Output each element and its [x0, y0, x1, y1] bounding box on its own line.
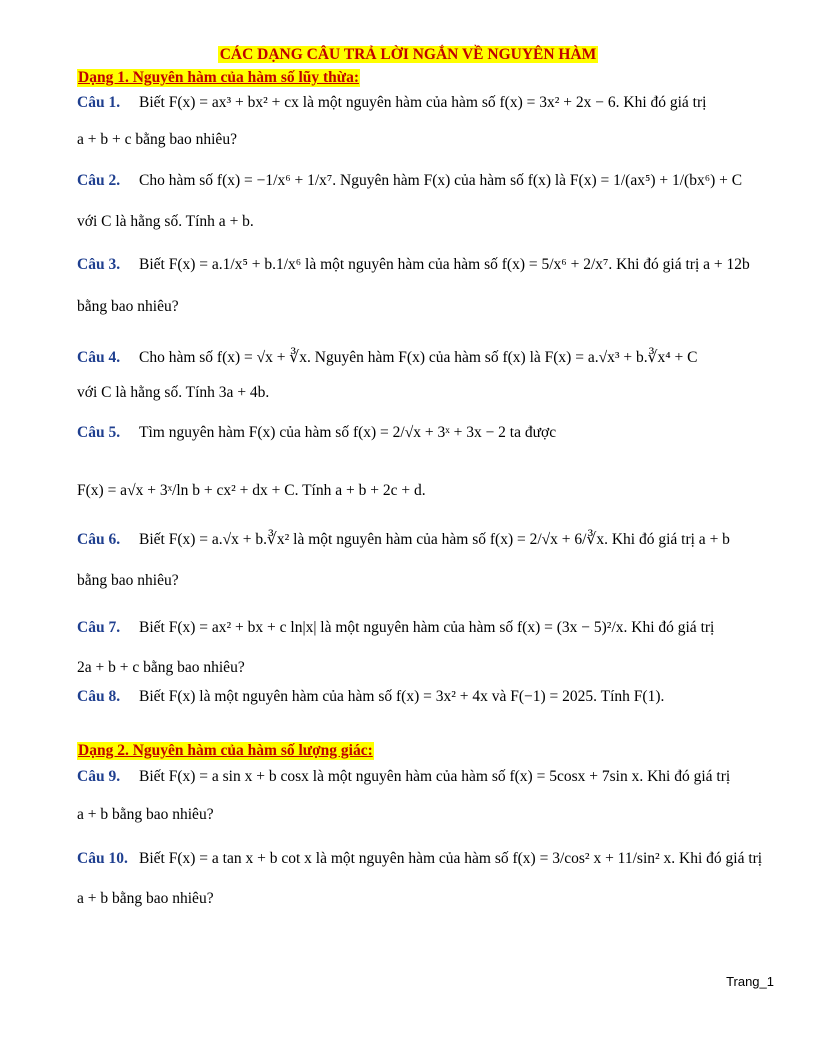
- question-text: Cho hàm số f(x) = √x + ∛x. Nguyên hàm F(x) của hàm số f(x) là F(x) = a.√x³ + b.∛x⁴ + C: [139, 349, 698, 366]
- question-9-continuation: a + b bằng bao nhiêu?: [77, 806, 214, 823]
- question-9: [77, 768, 777, 786]
- document-title-text: CÁC DẠNG CÂU TRẢ LỜI NGẮN VỀ NGUYÊN HÀM: [219, 46, 597, 63]
- question-label: Câu 1.: [77, 94, 121, 111]
- question-label: Câu 4.: [77, 349, 121, 366]
- question-label: Câu 3.: [77, 256, 121, 273]
- page-footer: Trang_1: [726, 974, 774, 989]
- document-title: [0, 46, 816, 64]
- question-1-continuation: a + b + c bằng bao nhiêu?: [77, 131, 237, 148]
- question-10-continuation: a + b bằng bao nhiêu?: [77, 890, 214, 907]
- question-label: Câu 9.: [77, 768, 121, 785]
- question-label: Câu 8.: [77, 688, 121, 705]
- question-text: Biết F(x) = ax³ + bx² + cx là một nguyên hàm của hàm số f(x) = 3x² + 2x − 6. Khi đó giá trị: [139, 94, 707, 111]
- section-heading-2: Dạng 2. Nguyên hàm của hàm số lượng giác:: [78, 742, 373, 759]
- question-text: Biết F(x) = ax² + bx + c ln|x| là một nguyên hàm của hàm số f(x) = (3x − 5)²/x. Khi đó giá trị: [139, 619, 715, 636]
- question-2-continuation: với C là hằng số. Tính a + b.: [77, 213, 254, 230]
- question-5: [77, 424, 777, 442]
- question-8: [77, 688, 777, 706]
- question-label: Câu 2.: [77, 172, 121, 189]
- question-label: Câu 5.: [77, 424, 121, 441]
- question-4-continuation: với C là hằng số. Tính 3a + 4b.: [77, 384, 270, 401]
- question-label: Câu 10.: [77, 850, 128, 867]
- question-label: Câu 7.: [77, 619, 121, 636]
- question-1: [77, 94, 777, 112]
- question-2: [77, 172, 777, 190]
- question-text: Tìm nguyên hàm F(x) của hàm số f(x) = 2/√x + 3ˣ + 3x − 2 ta được: [139, 424, 557, 441]
- question-text: Biết F(x) = a.√x + b.∛x² là một nguyên hàm của hàm số f(x) = 2/√x + 6/∛x. Khi đó giá trị a + b: [139, 531, 730, 548]
- question-7: [77, 619, 777, 637]
- section-heading-1: Dạng 1. Nguyên hàm của hàm số lũy thừa:: [78, 69, 360, 86]
- question-4: [77, 348, 777, 367]
- question-5-continuation: F(x) = a√x + 3ˣ/ln b + cx² + dx + C. Tính a + b + 2c + d.: [77, 482, 426, 499]
- question-text: Biết F(x) = a.1/x⁵ + b.1/x⁶ là một nguyên hàm của hàm số f(x) = 5/x⁶ + 2/x⁷. Khi đó giá trị a + 12b: [139, 256, 750, 273]
- question-text: Biết F(x) = a tan x + b cot x là một nguyên hàm của hàm số f(x) = 3/cos² x + 11/sin² x. Khi đó giá trị: [139, 850, 763, 867]
- question-10: [77, 850, 777, 868]
- question-text: Biết F(x) là một nguyên hàm của hàm số f(x) = 3x² + 4x và F(−1) = 2025. Tính F(1).: [139, 688, 665, 705]
- question-3-continuation: bằng bao nhiêu?: [77, 298, 179, 315]
- question-7-continuation: 2a + b + c bằng bao nhiêu?: [77, 659, 245, 676]
- question-label: Câu 6.: [77, 531, 121, 548]
- question-3: [77, 256, 777, 274]
- question-6-continuation: bằng bao nhiêu?: [77, 572, 179, 589]
- question-text: Cho hàm số f(x) = −1/x⁶ + 1/x⁷. Nguyên hàm F(x) của hàm số f(x) là F(x) = 1/(ax⁵) + 1/(bx⁶) + C: [139, 172, 743, 189]
- question-text: Biết F(x) = a sin x + b cosx là một nguyên hàm của hàm số f(x) = 5cosx + 7sin x. Khi đó giá trị: [139, 768, 731, 785]
- question-6: [77, 530, 777, 549]
